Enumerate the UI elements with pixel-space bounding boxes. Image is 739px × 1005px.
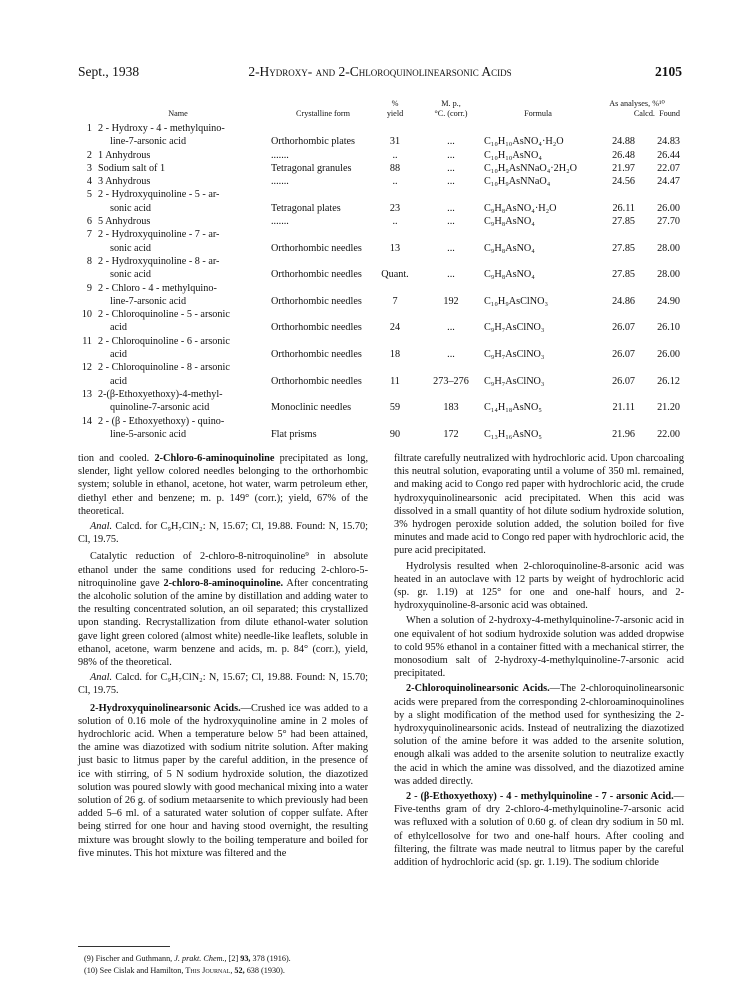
cell-formula: C₉H₇AsClNO₃ bbox=[484, 322, 545, 334]
right-column bbox=[394, 452, 684, 869]
cell-formula: C₁₄H₁₈AsNO₅ bbox=[484, 402, 542, 414]
header-mp-label: °C. (corr.) bbox=[434, 108, 468, 118]
table-row bbox=[78, 282, 684, 309]
cell-calcd: 27.85 bbox=[612, 242, 635, 254]
cell-mp: ... bbox=[447, 149, 455, 161]
cell-formula: C₉H₇AsClNO₃ bbox=[484, 375, 545, 387]
paragraph bbox=[394, 790, 684, 869]
cell-formula: C₁₀H₉AsNNaO₄·2H₂O bbox=[484, 162, 578, 174]
fn-volume: 93, bbox=[240, 954, 251, 963]
cell-found: 26.12 bbox=[657, 375, 680, 387]
compound-name-cell bbox=[98, 215, 274, 228]
header-found: Found bbox=[659, 108, 680, 118]
text-run: —Five-tenths gram of dry 2-chloro-4-methylquinoline-7-arsonic acid was refluxed with a solution of 0.60 g. of clean dry sodium in 50 ml. of ethylcellosolve for two and one-half hours. After cooling and filtering, the filtrate was made neutral to litmus paper by the careful addition of hydrochloric acid (sp. gr. 1.19). The sodium chloride bbox=[394, 791, 684, 869]
cell-yield: 7 bbox=[392, 295, 398, 307]
cell-form: Flat prisms bbox=[271, 428, 317, 440]
paragraph bbox=[78, 702, 368, 860]
compound-name-cell bbox=[98, 162, 274, 175]
cell-formula: C₁₀H₉AsClNO₃ bbox=[484, 295, 549, 307]
header-yield-unit: % bbox=[391, 99, 399, 108]
cell-mp: ... bbox=[447, 269, 455, 281]
cell-calcd: 26.07 bbox=[612, 375, 635, 387]
cell-yield: .. bbox=[392, 149, 398, 161]
cell-yield: 24 bbox=[389, 322, 401, 334]
table-row bbox=[78, 122, 684, 149]
cell-mp: 273–276 bbox=[433, 375, 469, 387]
table-header bbox=[78, 96, 684, 122]
compound-name-line: acid bbox=[110, 322, 127, 334]
compound-name-line: line-5-arsonic acid bbox=[110, 428, 187, 440]
cell-form: Tetragonal granules bbox=[271, 162, 352, 174]
cell-found: 26.00 bbox=[657, 202, 680, 214]
compound-name-line: 1 Anhydrous bbox=[98, 149, 151, 161]
cell-yield: 11 bbox=[390, 375, 400, 387]
paragraph: filtrate carefully neutralized with hydrochloric acid. Upon charcoaling this neutral solution, evaporating until a volume of 350 ml. remained, and making acid to Congo red paper with hydrochloric acid, the crude hydroxyquinolinearsonic acid precipitated. When this acid was dissolved in a small quantity of hot dilute sodium hydroxide solution, 3% hydrogen peroxide solution added, the solution boiled for five minutes and made acid to Congo red paper with hydrochloric acid, the pure acid precipitated. bbox=[394, 453, 684, 557]
row-number: 14 bbox=[81, 415, 92, 427]
header-analyses-label: As analyses, %¹⁰ bbox=[609, 99, 665, 108]
row-number: 3 bbox=[86, 162, 92, 174]
fn-text: 378 (1916). bbox=[252, 954, 291, 963]
compound-name-cell bbox=[98, 415, 274, 442]
fn-journal: This Journal, bbox=[185, 966, 233, 975]
cell-formula: C₁₀H₉AsNNaO₄ bbox=[484, 176, 551, 188]
cell-form: Orthorhombic needles bbox=[271, 322, 362, 334]
row-number: 6 bbox=[86, 216, 92, 228]
cell-calcd: 26.07 bbox=[612, 322, 635, 334]
cell-found: 22.00 bbox=[657, 428, 680, 440]
cell-form: Orthorhombic plates bbox=[271, 136, 356, 148]
cell-mp: ... bbox=[447, 242, 455, 254]
header-formula: Formula bbox=[524, 108, 552, 118]
left-column bbox=[78, 452, 368, 860]
cell-found: 26.44 bbox=[657, 149, 680, 161]
compound-name-line: sonic acid bbox=[110, 269, 152, 281]
compound-name-line: acid bbox=[110, 375, 127, 387]
anal-label: Anal. bbox=[90, 672, 113, 684]
anal-text: Calcd. for C₉H₇ClN₂: N, 15.67; Cl, 19.88. Found: N, 15.70; Cl, 19.75. bbox=[78, 521, 368, 546]
cell-formula: C₉H₈AsNO₄ bbox=[484, 269, 535, 281]
cell-form: Orthorhombic needles bbox=[271, 242, 362, 254]
header-calcd: Calcd. bbox=[633, 108, 655, 118]
compound-name-line: 2 - Chloro - 4 - methylquino- bbox=[98, 282, 217, 294]
row-number: 12 bbox=[81, 362, 92, 374]
running-header bbox=[78, 64, 682, 84]
cell-calcd: 21.96 bbox=[612, 428, 635, 440]
table-row bbox=[78, 388, 684, 415]
footnote-9 bbox=[84, 953, 374, 964]
table-body bbox=[78, 122, 684, 441]
compound-name-cell bbox=[98, 228, 274, 255]
text-run: —The 2-chloroquinolinearsonic acids were prepared from the corresponding 2-chloroaminoquinolines by a slight modification of the method used for synthesizing the 2-hydroxyquinolinearsonic acids. Instead of neutralizing the diazotized solution of the amine before it was added to the arsenite solution, enough alkali was added to the arsenite solution to neutralize exactly the acid in which the amine was dissolved, and the diazotized amine was added directly. bbox=[394, 683, 684, 787]
cell-form: ....... bbox=[271, 149, 289, 161]
cell-yield: 90 bbox=[389, 428, 401, 440]
cell-mp: ... bbox=[447, 176, 455, 188]
cell-yield: 13 bbox=[389, 242, 401, 254]
header-calcd-found bbox=[590, 109, 684, 119]
text-run: precipitated as long, slender, light yellow colored needles belonging to the orthorhombic system; soluble in ethanol, acetone, hot water, warm petroleum ether, diethyl ether and benzene; m. p. 149° (corr.); yield, 67% of the theoretical. bbox=[78, 453, 369, 517]
compound-name-line: Sodium salt of 1 bbox=[98, 162, 166, 174]
cell-mp: ... bbox=[447, 322, 455, 334]
cell-calcd: 21.97 bbox=[612, 162, 635, 174]
section-heading: 2 - (β-Ethoxyethoxy) - 4 - methylquinoline - 7 - arsonic Acid. bbox=[406, 791, 674, 803]
cell-form: Orthorhombic needles bbox=[271, 349, 362, 361]
table-row bbox=[78, 255, 684, 282]
compound-name-cell bbox=[98, 361, 274, 388]
section-heading: 2-Hydroxyquinolinearsonic Acids. bbox=[90, 702, 241, 714]
compound-name-line: 2 - Hydroxyquinoline - 8 - ar- bbox=[98, 255, 220, 267]
table-row bbox=[78, 228, 684, 255]
compound-name-line: 2 - (β - Ethoxyethoxy) - quino- bbox=[98, 415, 225, 427]
fn-journal: J. prakt. Chem., bbox=[174, 954, 227, 963]
row-number: 10 bbox=[81, 309, 92, 321]
cell-mp: 183 bbox=[443, 402, 459, 414]
paragraph bbox=[394, 682, 684, 788]
cell-found: 27.70 bbox=[657, 216, 680, 228]
cell-found: 28.00 bbox=[657, 242, 680, 254]
cell-mp: ... bbox=[447, 136, 455, 148]
analysis-line bbox=[78, 520, 368, 546]
cell-form: Orthorhombic needles bbox=[271, 269, 362, 281]
compound-name-line: 2 - Chloroquinoline - 8 - arsonic bbox=[98, 362, 230, 374]
compound-name-line: 2-(β-Ethoxyethoxy)-4-methyl- bbox=[98, 388, 223, 400]
cell-calcd: 27.85 bbox=[612, 216, 635, 228]
compound-name-cell bbox=[98, 188, 274, 215]
anal-text: Calcd. for C₉H₇ClN₂: N, 15.67; Cl, 19.88. Found: N, 15.70; Cl, 19.75. bbox=[78, 672, 368, 697]
cell-form: Tetragonal plates bbox=[271, 202, 341, 214]
cell-calcd: 26.48 bbox=[612, 149, 635, 161]
table-row bbox=[78, 308, 684, 335]
footnote-10 bbox=[84, 965, 374, 976]
cell-yield: Quant. bbox=[381, 269, 409, 281]
fn-text: 638 (1930). bbox=[246, 966, 285, 975]
cell-calcd: 26.07 bbox=[612, 349, 635, 361]
cell-found: 28.00 bbox=[657, 269, 680, 281]
compound-name-line: 5 Anhydrous bbox=[98, 216, 151, 228]
cell-formula: C₉H₈AsNO₄·H₂O bbox=[484, 202, 557, 214]
compound-name-cell bbox=[98, 255, 274, 282]
cell-yield: 31 bbox=[389, 136, 401, 148]
fn-volume: 52, bbox=[234, 966, 245, 975]
row-number: 5 bbox=[86, 189, 92, 201]
cell-form: Orthorhombic needles bbox=[271, 375, 362, 387]
fn-text: [2] bbox=[228, 954, 239, 963]
cell-form: ....... bbox=[271, 176, 289, 188]
cell-mp: 172 bbox=[443, 428, 459, 440]
compound-table bbox=[78, 96, 684, 441]
page-number: 2105 bbox=[655, 64, 682, 79]
row-number: 13 bbox=[81, 388, 92, 400]
cell-yield: 59 bbox=[389, 402, 401, 414]
header-mp-unit: M. p., bbox=[441, 99, 461, 108]
cell-yield: 23 bbox=[389, 202, 401, 214]
cell-formula: C₁₃H₁₆AsNO₅ bbox=[484, 428, 542, 440]
table-row bbox=[78, 188, 684, 215]
compound-name-line: acid bbox=[110, 349, 127, 361]
cell-formula: C₉H₈AsNO₄ bbox=[484, 242, 535, 254]
cell-mp: ... bbox=[447, 349, 455, 361]
compound-name-cell bbox=[98, 149, 274, 162]
cell-mp: 192 bbox=[443, 295, 459, 307]
cell-found: 22.07 bbox=[657, 162, 680, 174]
compound-name-cell bbox=[98, 175, 274, 188]
cell-mp: ... bbox=[447, 202, 455, 214]
cell-form: Monoclinic needles bbox=[271, 402, 352, 414]
row-number: 11 bbox=[82, 335, 92, 347]
footnote-rule bbox=[78, 946, 170, 947]
compound-name-line: quinoline-7-arsonic acid bbox=[110, 402, 210, 414]
compound-name-cell bbox=[98, 308, 274, 335]
anal-label: Anal. bbox=[90, 521, 113, 533]
compound-name-cell bbox=[98, 282, 274, 309]
table-row bbox=[78, 215, 684, 228]
text-run: Catalytic reduction of 2-chloro-8-nitroquinoline⁹ in absolute ethanol under the same conditions used for reducing 2-chloro-5-nitroquinoline gave bbox=[78, 551, 368, 589]
cell-found: 24.90 bbox=[657, 295, 680, 307]
paragraph bbox=[78, 452, 368, 518]
paragraph bbox=[78, 550, 368, 669]
table-row bbox=[78, 335, 684, 362]
row-number: 8 bbox=[86, 255, 92, 267]
cell-formula: C₉H₇AsClNO₃ bbox=[484, 349, 545, 361]
table-row bbox=[78, 361, 684, 388]
cell-found: 26.10 bbox=[657, 322, 680, 334]
cell-calcd: 27.85 bbox=[612, 269, 635, 281]
compound-name-line: 2 - Chloroquinoline - 5 - arsonic bbox=[98, 309, 230, 321]
cell-calcd: 24.56 bbox=[612, 176, 635, 188]
row-number: 9 bbox=[86, 282, 92, 294]
compound-name-cell bbox=[98, 122, 274, 149]
compound-name-line: line-7-arsonic acid bbox=[110, 136, 187, 148]
row-number: 4 bbox=[86, 176, 92, 188]
compound-name: 2-Chloro-6-aminoquinoline bbox=[154, 453, 275, 464]
header-form: Crystalline form bbox=[296, 108, 350, 118]
table-row bbox=[78, 149, 684, 162]
cell-calcd: 24.88 bbox=[612, 136, 635, 148]
text-run: After concentrating the alcoholic solution of the amine by distillation and adding water to the resulting concentrated solution, an oil separated; this crystallized upon standing. Recrystallization from dilute ethanol-water solution gave light green colored (almost white) needle-like leaflets, soluble in ethanol, acetone, warm benzene and acids, m. p. 84° (corr.), yield, 98% of the theoretical. bbox=[78, 577, 368, 669]
cell-found: 21.20 bbox=[657, 402, 680, 414]
row-number: 7 bbox=[86, 229, 92, 241]
cell-found: 24.83 bbox=[657, 136, 680, 148]
header-yield-label: yield bbox=[386, 108, 404, 118]
cell-calcd: 26.11 bbox=[612, 202, 635, 214]
paragraph: When a solution of 2-hydroxy-4-methylquinoline-7-arsonic acid in one equivalent of hot sodium hydroxide solution was added dropwise to cold 95% ethanol in a container fitted with a mechanical stirrer, the monosodium salt of 2-hydroxy-4-methylquinoline-7-arsonic acid precipitated. bbox=[394, 615, 684, 680]
analysis-line bbox=[78, 671, 368, 697]
cell-calcd: 21.11 bbox=[612, 402, 635, 414]
cell-formula: C₁₀H₁₀AsNO₄·H₂O bbox=[484, 136, 564, 148]
section-heading: 2-Chloroquinolinearsonic Acids. bbox=[406, 683, 550, 695]
table-row bbox=[78, 175, 684, 188]
text-run: tion and cooled. bbox=[78, 453, 150, 464]
header-title: 2-Hydroxy- and 2-Chloroquinolinearsonic Acids bbox=[248, 64, 512, 79]
cell-yield: .. bbox=[392, 176, 398, 188]
text-run: —Crushed ice was added to a solution of 0.16 mole of the hydroxyquinoline amine in 2 moles of hydrochloric acid. When a temperature below 5° had been attained, the amine was diazotized with sodium nitrite solution. After making just basic to litmus paper by the careful addition, in the presence of ice with stirring, of 5 N sodium hydroxide solution, the diazotized solution was poured slowly with good mechanical mixing into a water solution of 26 g. of sodium metaarsenite to which previously had been added 5–6 ml. of a saturated water solution of copper sulfate. After being stirred for one hour and having stood overnight, the resulting mixture was brought slowly to the boiling temperature and boiled for five minutes. This hot mixture was filtered and the bbox=[78, 702, 368, 859]
cell-yield: 18 bbox=[389, 349, 401, 361]
cell-yield: .. bbox=[392, 216, 398, 228]
row-number: 1 bbox=[86, 123, 92, 134]
table-row bbox=[78, 415, 684, 442]
fn-text: (9) Fischer and Guthmann, bbox=[84, 954, 173, 963]
compound-name-line: 2 - Chloroquinoline - 6 - arsonic bbox=[98, 335, 230, 347]
header-name: Name bbox=[168, 108, 188, 118]
cell-found: 24.47 bbox=[657, 176, 680, 188]
compound-name-line: line-7-arsonic acid bbox=[110, 295, 187, 307]
cell-yield: 88 bbox=[389, 162, 401, 174]
header-analyses bbox=[590, 99, 684, 118]
compound-name-line: 2 - Hydroxyquinoline - 7 - ar- bbox=[98, 229, 220, 241]
row-number: 2 bbox=[86, 149, 92, 161]
compound-name-line: sonic acid bbox=[110, 242, 152, 254]
cell-formula: C₁₀H₁₀AsNO₄ bbox=[484, 149, 542, 161]
compound-name-line: 2 - Hydroxyquinoline - 5 - ar- bbox=[98, 189, 220, 201]
table-row bbox=[78, 162, 684, 175]
cell-found: 26.00 bbox=[657, 349, 680, 361]
compound-name: 2-chloro-8-aminoquinoline. bbox=[163, 577, 284, 589]
paragraph: Hydrolysis resulted when 2-chloroquinoline-8-arsonic acid was heated in an autoclave with 12 parts by weight of hydrochloric acid (sp. gr. 1.19) at 125° for one and one-half hours, and 2-hydroxyquinoline-8-arsonic acid was obtained. bbox=[394, 560, 684, 612]
compound-name-line: 3 Anhydrous bbox=[98, 176, 151, 188]
header-mp bbox=[424, 99, 478, 118]
compound-name-line: sonic acid bbox=[110, 202, 152, 214]
cell-form: ....... bbox=[271, 216, 289, 228]
fn-text: (10) See Cislak and Hamilton, bbox=[84, 966, 184, 975]
cell-formula: C₉H₈AsNO₄ bbox=[484, 216, 535, 228]
cell-form: Orthorhombic needles bbox=[271, 295, 362, 307]
compound-name-cell bbox=[98, 335, 274, 362]
compound-name-line: 2 - Hydroxy - 4 - methylquino- bbox=[98, 123, 225, 134]
cell-mp: ... bbox=[447, 162, 455, 174]
header-date: Sept., 1938 bbox=[78, 64, 140, 79]
cell-calcd: 24.86 bbox=[612, 295, 635, 307]
cell-mp: ... bbox=[447, 216, 455, 228]
compound-name-cell bbox=[98, 388, 274, 415]
header-yield bbox=[374, 99, 416, 118]
